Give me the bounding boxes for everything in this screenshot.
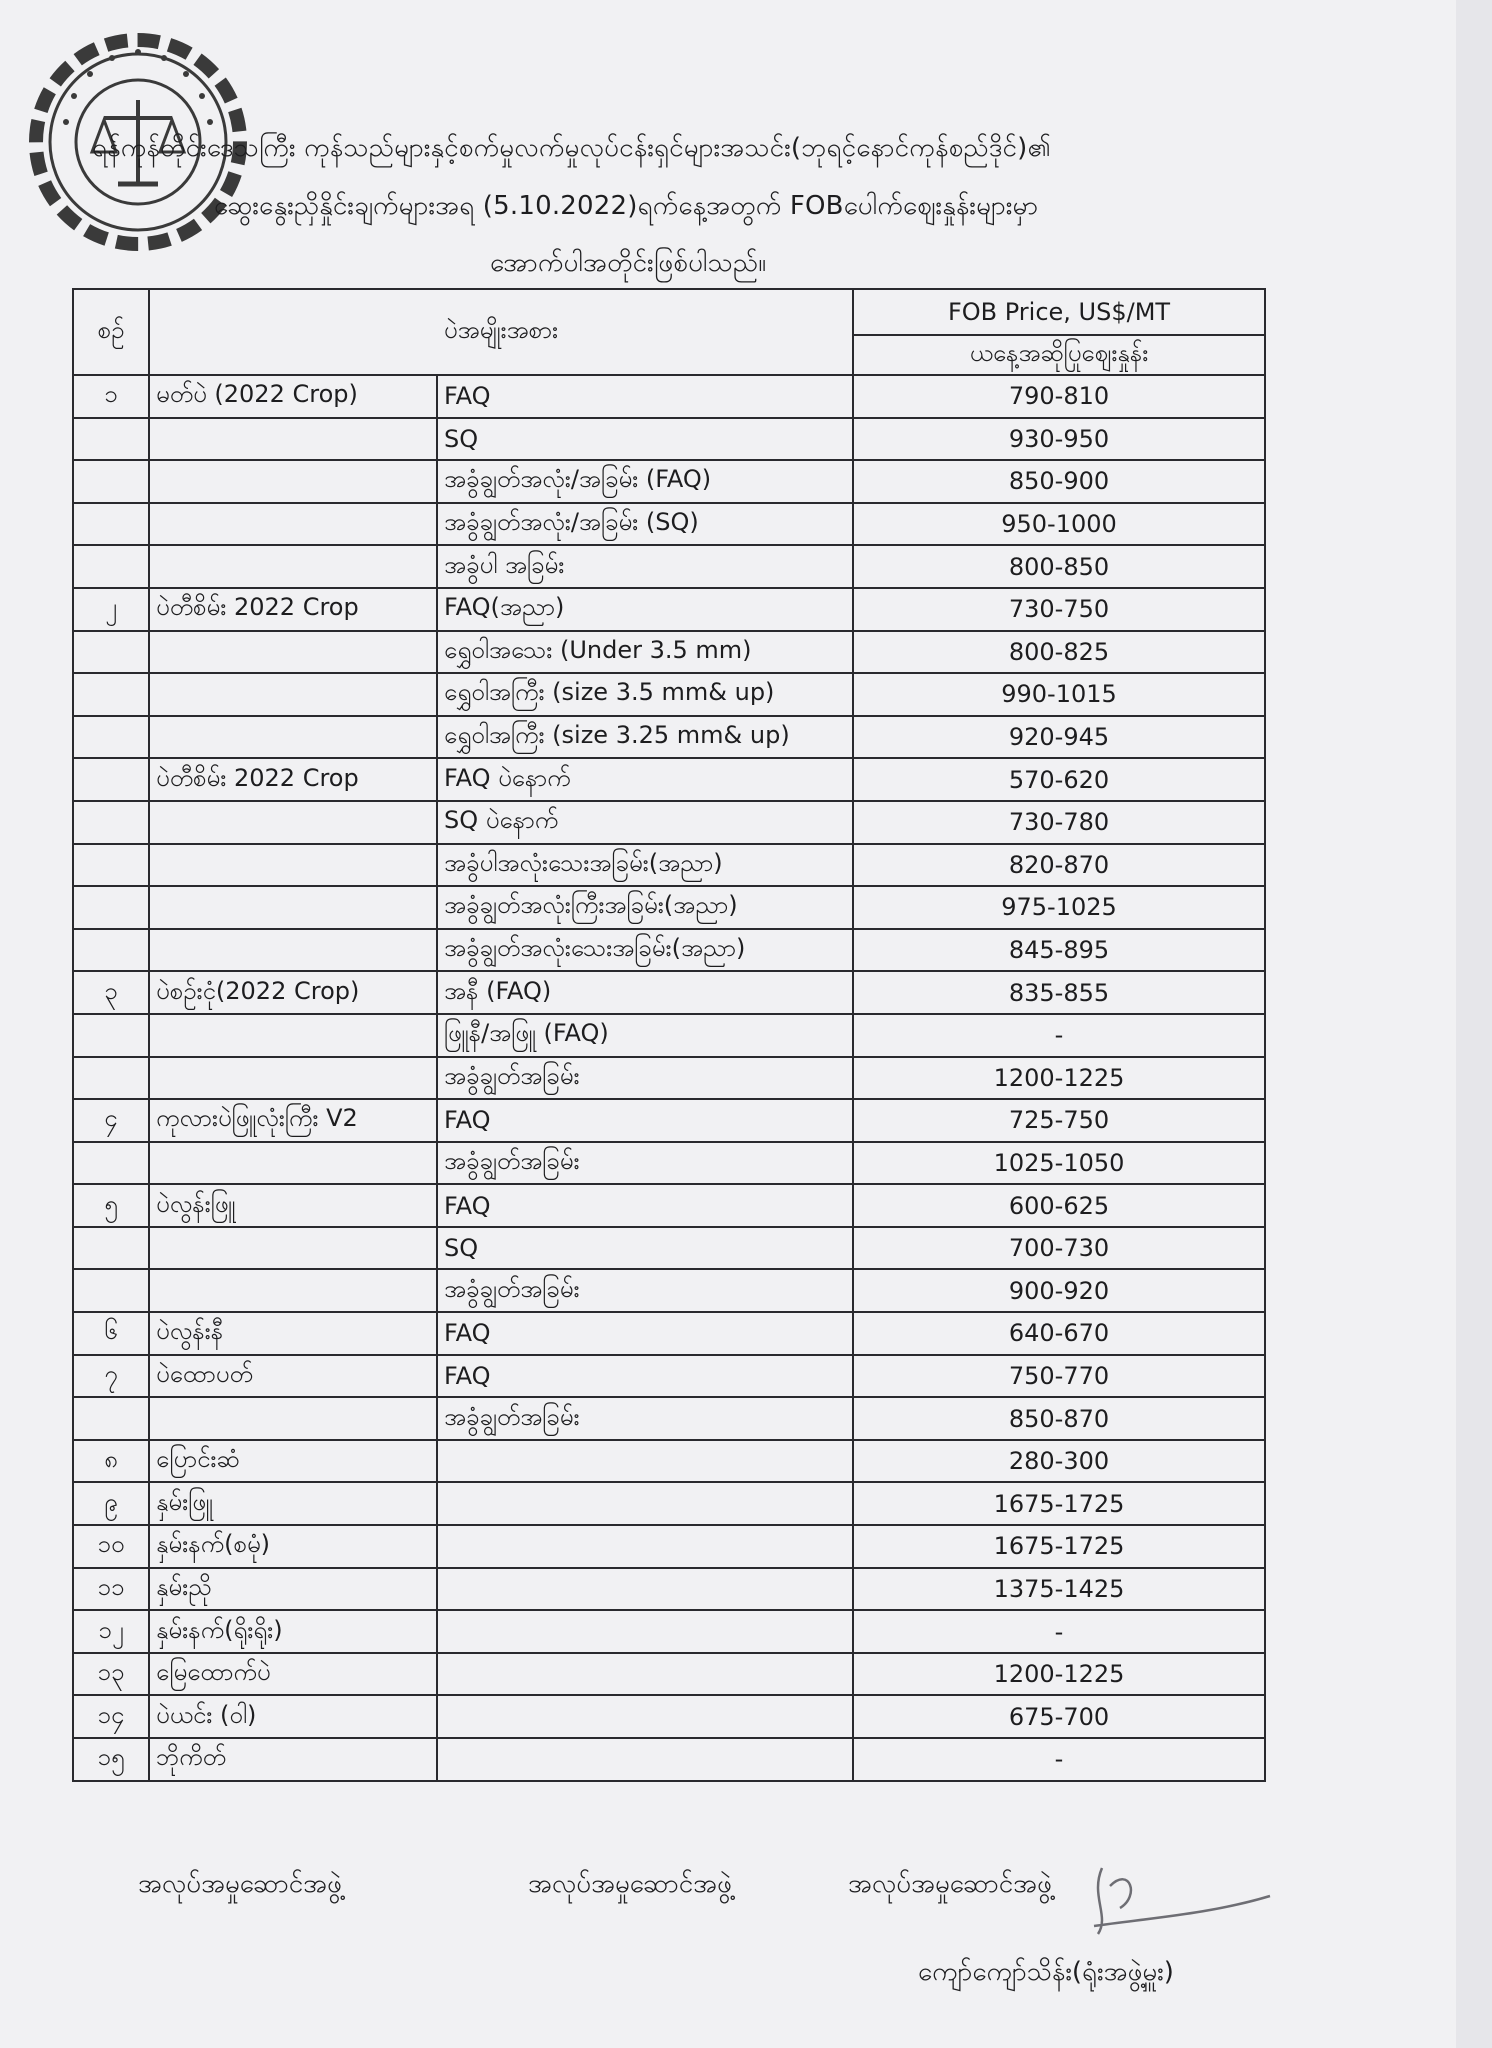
grade-name: ရွှေဝါအသေး (Under 3.5 mm) [437, 631, 853, 674]
table-row [73, 929, 1265, 972]
grade-name: အနီ (FAQ) [437, 971, 853, 1014]
fob-price-table [72, 288, 1266, 1782]
price-range: 820-870 [853, 844, 1265, 887]
table-row [73, 1184, 1265, 1227]
grade-name [437, 1440, 853, 1483]
grade-name: FAQ ပဲနောက် [437, 758, 853, 801]
table-row [73, 1440, 1265, 1483]
price-range: 835-855 [853, 971, 1265, 1014]
commodity-name [149, 1227, 437, 1270]
commodity-name: မတ်ပဲ (2022 Crop) [149, 375, 437, 418]
table-row [73, 631, 1265, 674]
row-number: ၈ [73, 1440, 149, 1483]
table-row [73, 1482, 1265, 1525]
commodity-name: ပဲစဉ်းငုံ(2022 Crop) [149, 971, 437, 1014]
row-number [73, 460, 149, 503]
table-row [73, 1142, 1265, 1185]
table-row [73, 1099, 1265, 1142]
commodity-name: ကုလားပဲဖြူလုံးကြီး V2 [149, 1099, 437, 1142]
row-number [73, 1397, 149, 1440]
price-range: 800-850 [853, 545, 1265, 588]
table-row [73, 673, 1265, 716]
row-number: ၁၅ [73, 1738, 149, 1781]
price-range: 900-920 [853, 1269, 1265, 1312]
price-range: 730-750 [853, 588, 1265, 631]
price-range: 280-300 [853, 1440, 1265, 1483]
table-row [73, 801, 1265, 844]
grade-name: FAQ [437, 1184, 853, 1227]
price-range: - [853, 1610, 1265, 1653]
row-number [73, 673, 149, 716]
price-range: 930-950 [853, 418, 1265, 461]
commodity-name [149, 801, 437, 844]
header-line-1: ရန်ကုန်တိုင်းဒေသကြီး ကုန်သည်များနှင့်စက်မှုလက်မှုလုပ်ငန်းရှင်များအသင်း(ဘုရင့်နောင်ကုန်စည်ဒိုင်)၏ [92, 133, 1051, 163]
grade-name [437, 1568, 853, 1611]
row-number: ၆ [73, 1312, 149, 1355]
commodity-name: မြေထောက်ပဲ [149, 1653, 437, 1696]
table-row [73, 1397, 1265, 1440]
price-range: 730-780 [853, 801, 1265, 844]
commodity-name [149, 716, 437, 759]
table-row [73, 1227, 1265, 1270]
grade-name: FAQ [437, 1099, 853, 1142]
price-range: 790-810 [853, 375, 1265, 418]
price-range: 850-870 [853, 1397, 1265, 1440]
table-row [73, 1057, 1265, 1100]
commodity-name: နှမ်းနက်(စမုံ) [149, 1525, 437, 1568]
commodity-name: ပဲတီစိမ်း 2022 Crop [149, 588, 437, 631]
row-number: ၁၁ [73, 1568, 149, 1611]
price-range: 845-895 [853, 929, 1265, 972]
signature-committee-2: အလုပ်အမှုဆောင်အဖွဲ့ [528, 1869, 732, 1899]
row-number [73, 631, 149, 674]
table-row [73, 1014, 1265, 1057]
grade-name: FAQ [437, 1355, 853, 1398]
table-row [73, 1525, 1265, 1568]
grade-name: အခွံပါအလုံးသေးအခြမ်း(အညာ) [437, 844, 853, 887]
grade-name [437, 1482, 853, 1525]
commodity-name: ဘိုကိတ် [149, 1738, 437, 1781]
commodity-name: နှမ်းဖြူ [149, 1482, 437, 1525]
price-range: 700-730 [853, 1227, 1265, 1270]
column-header-no: စဉ် [73, 289, 149, 375]
grade-name: ရွှေဝါအကြီး (size 3.25 mm& up) [437, 716, 853, 759]
row-number [73, 929, 149, 972]
commodity-name [149, 631, 437, 674]
header-line-3: အောက်ပါအတိုင်းဖြစ်ပါသည်။ [490, 248, 767, 278]
grade-name: SQ [437, 418, 853, 461]
grade-name: FAQ [437, 1312, 853, 1355]
row-number [73, 716, 149, 759]
grade-name: SQ ပဲနောက် [437, 801, 853, 844]
commodity-name: ပြောင်းဆံ [149, 1440, 437, 1483]
price-range: 725-750 [853, 1099, 1265, 1142]
commodity-name [149, 503, 437, 546]
price-range: 1200-1225 [853, 1653, 1265, 1696]
commodity-name [149, 673, 437, 716]
row-number [73, 1269, 149, 1312]
grade-name: အခွံချွတ်အလုံးသေးအခြမ်း(အညာ) [437, 929, 853, 972]
row-number: ၅ [73, 1184, 149, 1227]
row-number [73, 1057, 149, 1100]
price-range: 675-700 [853, 1695, 1265, 1738]
table-row [73, 716, 1265, 759]
row-number [73, 545, 149, 588]
column-header-price-sub: ယနေ့အဆိုပြုဈေးနှုန်း [853, 335, 1265, 375]
price-range: 850-900 [853, 460, 1265, 503]
table-row [73, 844, 1265, 887]
commodity-name: ပဲတီစိမ်း 2022 Crop [149, 758, 437, 801]
grade-name: အခွံချွတ်အလုံး/အခြမ်း (SQ) [437, 503, 853, 546]
commodity-name [149, 1014, 437, 1057]
grade-name: FAQ [437, 375, 853, 418]
price-range: 750-770 [853, 1355, 1265, 1398]
grade-name [437, 1738, 853, 1781]
price-range: 990-1015 [853, 673, 1265, 716]
row-number [73, 844, 149, 887]
row-number: ၇ [73, 1355, 149, 1398]
grade-name: ရွှေဝါအကြီး (size 3.5 mm& up) [437, 673, 853, 716]
signature-chair: ကျော်ကျော်သိန်း(ရုံးအဖွဲ့မှူး) [918, 1957, 1174, 1987]
table-row [73, 1312, 1265, 1355]
commodity-name: ပဲယင်း (ဝါ) [149, 1695, 437, 1738]
grade-name [437, 1653, 853, 1696]
row-number [73, 1227, 149, 1270]
row-number: ၁၄ [73, 1695, 149, 1738]
table-row [73, 1738, 1265, 1781]
row-number [73, 758, 149, 801]
signature-committee-1: အလုပ်အမှုဆောင်အဖွဲ့ [138, 1869, 342, 1899]
commodity-name [149, 844, 437, 887]
signature-committee-3: အလုပ်အမှုဆောင်အဖွဲ့ [848, 1869, 1052, 1899]
table-row [73, 1695, 1265, 1738]
price-range: - [853, 1014, 1265, 1057]
table-row [73, 375, 1265, 418]
table-row [73, 971, 1265, 1014]
row-number: ၃ [73, 971, 149, 1014]
row-number: ၂ [73, 588, 149, 631]
table-row [73, 503, 1265, 546]
grade-name [437, 1695, 853, 1738]
grade-name [437, 1525, 853, 1568]
grade-name: FAQ(အညာ) [437, 588, 853, 631]
grade-name: အခွံချွတ်အလုံး/အခြမ်း (FAQ) [437, 460, 853, 503]
row-number: ၁၂ [73, 1610, 149, 1653]
table-row [73, 1610, 1265, 1653]
price-range: 1375-1425 [853, 1568, 1265, 1611]
table-row [73, 1269, 1265, 1312]
table-row [73, 758, 1265, 801]
price-range: 570-620 [853, 758, 1265, 801]
price-range: 800-825 [853, 631, 1265, 674]
commodity-name [149, 418, 437, 461]
row-number: ၄ [73, 1099, 149, 1142]
commodity-name: ပဲလွန်းနီ [149, 1312, 437, 1355]
column-header-item: ပဲအမျိုးအစား [149, 289, 853, 375]
row-number [73, 1014, 149, 1057]
grade-name [437, 1610, 853, 1653]
table-row [73, 545, 1265, 588]
commodity-name [149, 1397, 437, 1440]
row-number: ၁၀ [73, 1525, 149, 1568]
commodity-name [149, 1057, 437, 1100]
table-row [73, 886, 1265, 929]
table-row [73, 418, 1265, 461]
commodity-name [149, 886, 437, 929]
commodity-name: ပဲလွန်းဖြူ [149, 1184, 437, 1227]
table-row [73, 588, 1265, 631]
table-row [73, 1355, 1265, 1398]
price-range: 1025-1050 [853, 1142, 1265, 1185]
handwritten-signature [1070, 1856, 1280, 1952]
table-row [73, 1568, 1265, 1611]
header-line-2: ဆွေးနွေးညှိနှိုင်းချက်များအရ (5.10.2022)ရက်နေ့အတွက် FOBပေါက်ဈေးနှုန်းများမှာ [214, 191, 1039, 221]
row-number: ၁ [73, 375, 149, 418]
commodity-name [149, 1269, 437, 1312]
row-number: ၁၃ [73, 1653, 149, 1696]
row-number [73, 886, 149, 929]
grade-name: အခွံချွတ်အလုံးကြီးအခြမ်း(အညာ) [437, 886, 853, 929]
price-range: 1200-1225 [853, 1057, 1265, 1100]
price-range: 1675-1725 [853, 1525, 1265, 1568]
price-range: 640-670 [853, 1312, 1265, 1355]
price-range: 950-1000 [853, 503, 1265, 546]
commodity-name [149, 929, 437, 972]
commodity-name: နှမ်းနက်(ရိုးရိုး) [149, 1610, 437, 1653]
table-row [73, 460, 1265, 503]
row-number [73, 503, 149, 546]
grade-name: အခွံချွတ်အခြမ်း [437, 1269, 853, 1312]
price-range: 920-945 [853, 716, 1265, 759]
grade-name: အခွံချွတ်အခြမ်း [437, 1142, 853, 1185]
table-row [73, 1653, 1265, 1696]
commodity-name: ပဲထောပတ် [149, 1355, 437, 1398]
page-edge-shadow [1456, 0, 1492, 2048]
commodity-name [149, 1142, 437, 1185]
column-header-price: FOB Price, US$/MT [853, 289, 1265, 335]
grade-name: အခွံချွတ်အခြမ်း [437, 1397, 853, 1440]
commodity-name [149, 545, 437, 588]
commodity-name: နှမ်းညို [149, 1568, 437, 1611]
price-range: 975-1025 [853, 886, 1265, 929]
grade-name: ဖြူနီ/အဖြူ (FAQ) [437, 1014, 853, 1057]
grade-name: SQ [437, 1227, 853, 1270]
price-range: - [853, 1738, 1265, 1781]
row-number: ၉ [73, 1482, 149, 1525]
commodity-name [149, 460, 437, 503]
grade-name: အခွံချွတ်အခြမ်း [437, 1057, 853, 1100]
grade-name: အခွံပါ အခြမ်း [437, 545, 853, 588]
row-number [73, 801, 149, 844]
row-number [73, 418, 149, 461]
price-range: 1675-1725 [853, 1482, 1265, 1525]
price-range: 600-625 [853, 1184, 1265, 1227]
row-number [73, 1142, 149, 1185]
